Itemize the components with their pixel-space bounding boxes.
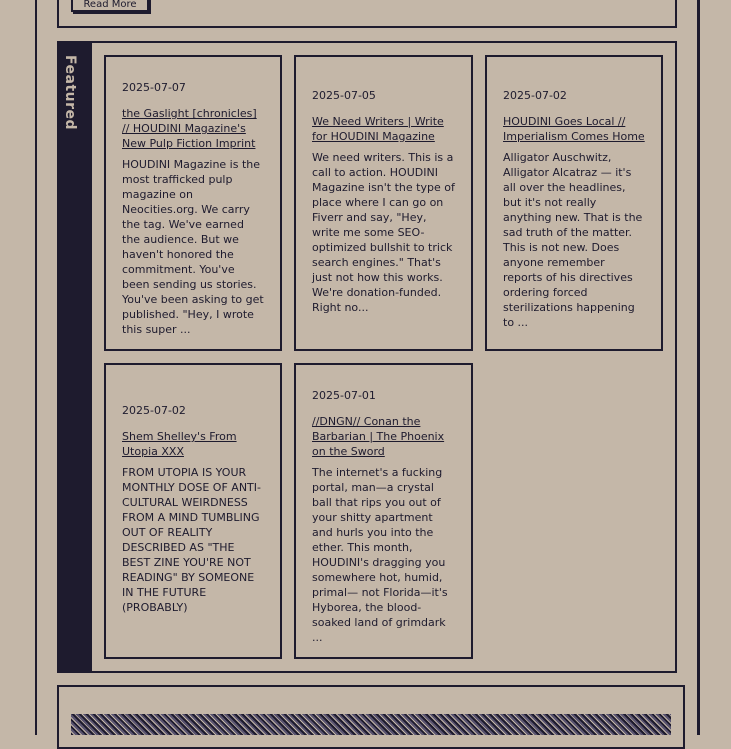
card-title-link[interactable]: HOUDINI Goes Local // Imperialism Comes Home [503, 115, 645, 143]
featured-card [104, 55, 282, 351]
card-title-link[interactable]: We Need Writers | Write for HOUDINI Magazine [312, 115, 444, 143]
card-title-link[interactable]: //DNGN// Conan the Barbarian | The Phoenix on the Sword [312, 415, 445, 458]
card-title-link[interactable]: Shem Shelley's From Utopia XXX [122, 430, 237, 458]
featured-section [57, 41, 677, 673]
featured-tab [59, 43, 92, 671]
banner-image [71, 714, 671, 735]
card-excerpt: HOUDINI Magazine is the most trafficked pulp magazine on Neocities.org. We carry the tag. We've earned the audience. But we haven't honored the commitment. You've been sending us stories. You've been asking to get published. "Hey, I wrote this super ... [122, 158, 264, 336]
card-title-link[interactable]: the Gaslight [chronicles] // HOUDINI Magazine's New Pulp Fiction Imprint [122, 107, 257, 150]
featured-label: Featured [62, 55, 78, 131]
card-date: 2025-07-05 [312, 89, 376, 102]
card-date: 2025-07-07 [122, 81, 186, 94]
card-excerpt: The internet's a fucking portal, man—a crystal ball that rips you out of your shitty apartment and hurls you into the ether. This month, HOUDINI's dragging you somewhere hot, humid, primal— not Florida—it's Hyborea, the blood-soaked land of grimdark ... [312, 466, 448, 644]
card-date: 2025-07-01 [312, 389, 376, 402]
featured-card [485, 55, 663, 351]
card-excerpt: FROM UTOPIA IS YOUR MONTHLY DOSE OF ANTI-CULTURAL WEIRDNESS FROM A MIND TUMBLING OUT OF REALITY DESCRIBED AS "THE BEST ZINE YOU'RE NOT READING" BY SOMEONE IN THE FUTURE (PROBABLY) [122, 466, 261, 614]
featured-card [294, 55, 473, 351]
featured-card [294, 363, 473, 659]
page-frame-right-border [697, 0, 700, 735]
card-date: 2025-07-02 [122, 404, 186, 417]
card-excerpt: Alligator Auschwitz, Alligator Alcatraz — it's all over the headlines, but it's not really anything new. That is the sad truth of the matter. This is not new. Does anyone remember reports of his directives ordering forced sterilizations happening to ... [503, 151, 643, 329]
previous-section-box [57, 0, 677, 28]
card-date: 2025-07-02 [503, 89, 567, 102]
card-excerpt: We need writers. This is a call to action. HOUDINI Magazine isn't the type of place where I can go on Fiverr and say, "Hey, write me some SEO-optimized bullshit to trick search engines." That's just not how this works. We're donation-funded. Right no... [312, 151, 455, 314]
featured-card [104, 363, 282, 659]
page-frame-left-border [35, 0, 37, 735]
read-more-button[interactable]: Read More [71, 0, 149, 12]
